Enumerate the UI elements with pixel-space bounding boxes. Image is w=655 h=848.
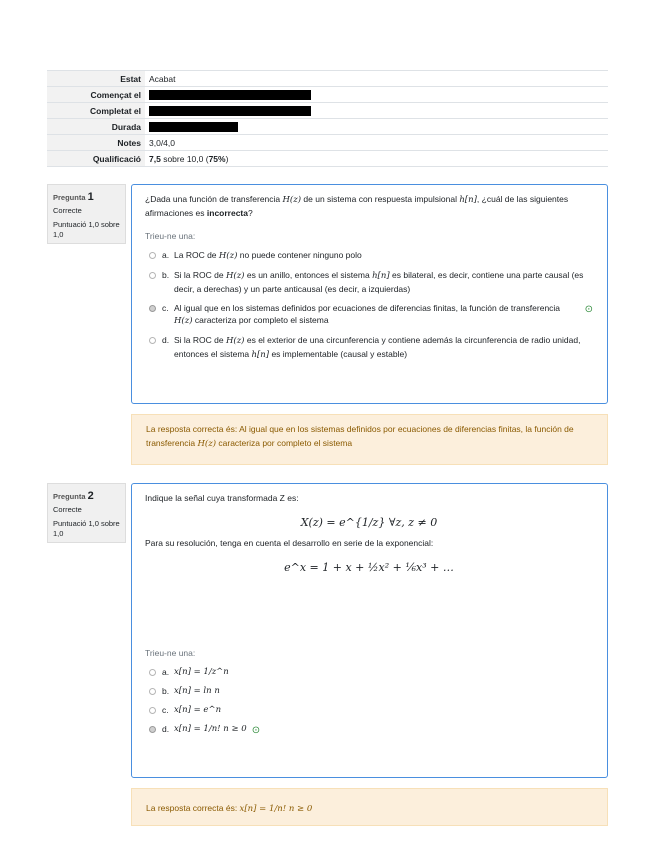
- formula-exp-series: e^x = 1 + x + ½x² + ⅙x³ + …: [284, 561, 454, 574]
- question-2-hint: Para su resolución, tenga en cuenta el desarrollo en serie de la exponencial:: [145, 538, 434, 549]
- radio-button[interactable]: [149, 272, 156, 279]
- answer-prompt: Trieu-ne una:: [145, 230, 196, 241]
- answer-option-c[interactable]: c. Al igual que en los sistemas definidos por ecuaciones de diferencias finitas, la función de transferencia H(z) caracteriza por completo el sistema ⊙: [145, 299, 593, 332]
- redacted-block: [149, 122, 238, 132]
- question-state: Correcte: [53, 206, 82, 215]
- answer-option-b[interactable]: b. Si la ROC de H(z) es un anillo, entonces el sistema h[n] es bilateral, es decir, contiene una parte causal (es decir, a derechas) y un parte anticausal (es decir, a izquierdas): [145, 266, 593, 299]
- summary-row-started: Començat el: [47, 87, 608, 103]
- question-state: Correcte: [53, 505, 82, 514]
- answer-option-c[interactable]: c. x[n] = e^n: [145, 701, 593, 720]
- question-1-content: [131, 184, 608, 404]
- summary-row-grade: Qualificació 7,5 sobre 10,0 (75%): [47, 151, 608, 167]
- answer-option-a[interactable]: a. La ROC de H(z) no puede contener ninguno polo: [145, 246, 593, 266]
- check-circle-icon: ⊙: [251, 724, 261, 736]
- question-grade: Puntuació 1,0 sobre 1,0: [53, 220, 120, 239]
- redacted-block: [149, 106, 311, 116]
- answer-option-d[interactable]: d. Si la ROC de H(z) es el exterior de una circunferencia y contiene además la circunferencia de radio unidad, entonces el sistema h[n] es implementable (causal y estable): [145, 331, 593, 365]
- question-1-info: Pregunta 1 Correcte Puntuació 1,0 sobre 1,0: [47, 184, 126, 244]
- radio-button[interactable]: [149, 669, 156, 676]
- summary-row-state: Estat Acabat: [47, 71, 608, 87]
- radio-button-selected[interactable]: [149, 305, 156, 312]
- summary-row-marks: Notes 3,0/4,0: [47, 135, 608, 151]
- radio-button[interactable]: [149, 337, 156, 344]
- radio-button[interactable]: [149, 252, 156, 259]
- radio-button-selected[interactable]: [149, 726, 156, 733]
- answer-option-d[interactable]: d. x[n] = 1/n! n ≥ 0 ⊙: [145, 720, 593, 741]
- question-2-feedback: La resposta correcta és: x[n] = 1/n! n ≥ 0: [131, 788, 608, 826]
- question-2-info: Pregunta 2 Correcte Puntuació 1,0 sobre 1,0: [47, 483, 126, 543]
- question-1-feedback: La resposta correcta és: Al igual que en los sistemas definidos por ecuaciones de diferencias finitas, la función de transferencia H(z) caracteriza por completo el sistema: [131, 414, 608, 465]
- question-1-text: ¿Dada una función de transferencia H(z) de un sistema con respuesta impulsional h[n], ¿cuál de las siguientes afirmaciones es incorrecta?: [145, 194, 569, 218]
- redacted-block: [149, 90, 311, 100]
- attempt-summary-table: [47, 70, 608, 167]
- answer-option-a[interactable]: a. x[n] = 1/z^n: [145, 663, 593, 682]
- answer-option-b[interactable]: b. x[n] = ln n: [145, 682, 593, 701]
- radio-button[interactable]: [149, 688, 156, 695]
- question-2-content: [131, 483, 608, 778]
- formula-xz: X(z) = e^{1/z} ∀z, z ≠ 0: [300, 515, 438, 529]
- answer-prompt: Trieu-ne una:: [145, 647, 196, 658]
- question-2-text: Indique la señal cuya transformada Z es:: [145, 493, 299, 503]
- check-circle-icon: ⊙: [584, 303, 593, 315]
- summary-row-duration: Durada: [47, 119, 608, 135]
- summary-row-completed: Completat el: [47, 103, 608, 119]
- radio-button[interactable]: [149, 707, 156, 714]
- question-grade: Puntuació 1,0 sobre 1,0: [53, 519, 120, 538]
